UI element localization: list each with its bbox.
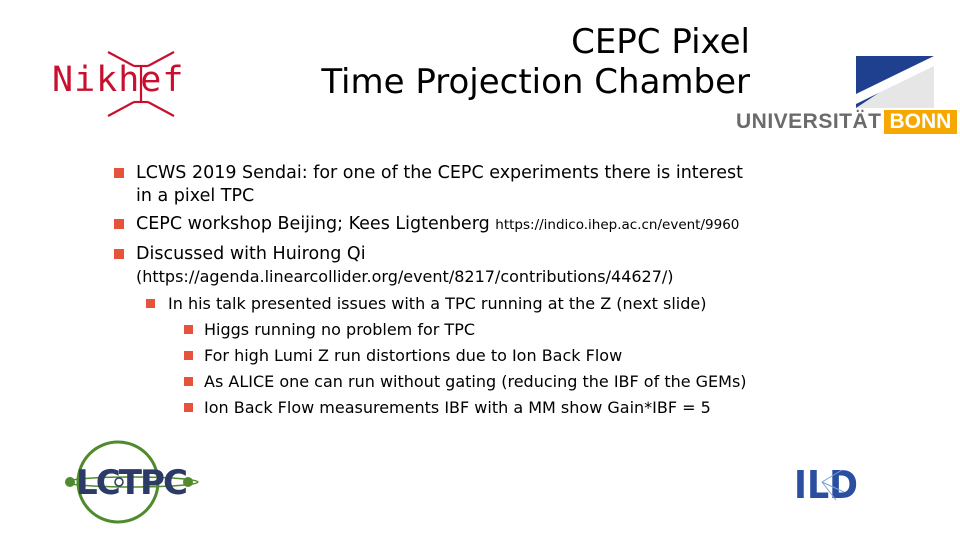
- bonn-university-logo: [736, 56, 952, 134]
- bullet-marker: [114, 249, 124, 259]
- bonn-university-text: UNIVERSITÄT: [736, 110, 882, 133]
- bullet-1-line-1: LCWS 2019 Sendai: for one of the CEPC experiments there is interest: [136, 163, 743, 183]
- bonn-wordmark: [736, 110, 957, 134]
- bonn-shield-icon: [856, 56, 934, 108]
- bullet-3-link[interactable]: (https://agenda.linearcollider.org/event/8217/contributions/44627/): [136, 267, 674, 286]
- subsub-bullet-marker: [184, 351, 193, 360]
- bullet-2-link[interactable]: https://indico.ihep.ac.cn/event/9960: [495, 217, 740, 233]
- subsub-bullet-marker: [184, 377, 193, 386]
- lctpc-logo-graphic: [62, 436, 202, 528]
- subsub-bullet-2: For high Lumi Z run distortions due to Ion Back Flow: [204, 346, 623, 365]
- title-line-2: Time Projection Chamber: [321, 62, 750, 102]
- nikhef-logo-text: Nikhef: [52, 60, 185, 100]
- subsub-bullet-marker: [184, 325, 193, 334]
- bullet-marker: [114, 168, 124, 178]
- bonn-city-text: BONN: [884, 110, 958, 134]
- ild-logo-text: ILD: [794, 463, 858, 504]
- bullet-3-line-1: Discussed with Huirong Qi: [136, 244, 366, 264]
- bullet-1-line-2: in a pixel TPC: [136, 186, 255, 206]
- ild-logo-graphic: [792, 462, 862, 504]
- lctpc-logo-text: LCTPC: [76, 463, 187, 503]
- subsub-bullet-marker: [184, 403, 193, 412]
- lctpc-logo: [62, 436, 202, 528]
- ild-logo: [792, 462, 862, 504]
- sub-bullet-1: In his talk presented issues with a TPC running at the Z (next slide): [168, 294, 707, 313]
- bullet-2: [136, 214, 739, 235]
- subsub-bullet-1: Higgs running no problem for TPC: [204, 320, 476, 339]
- title-line-1: CEPC Pixel: [571, 22, 750, 62]
- bullet-2-text: CEPC workshop Beijing; Kees Ligtenberg: [136, 214, 490, 234]
- bullet-marker: [114, 219, 124, 229]
- slide-title: [250, 22, 750, 102]
- subsub-bullet-4: Ion Back Flow measurements IBF with a MM show Gain*IBF = 5: [204, 398, 711, 417]
- sub-bullet-marker: [146, 299, 155, 308]
- subsub-bullet-3: As ALICE one can run without gating (reducing the IBF of the GEMs): [204, 372, 747, 391]
- nikhef-logo: [48, 42, 238, 124]
